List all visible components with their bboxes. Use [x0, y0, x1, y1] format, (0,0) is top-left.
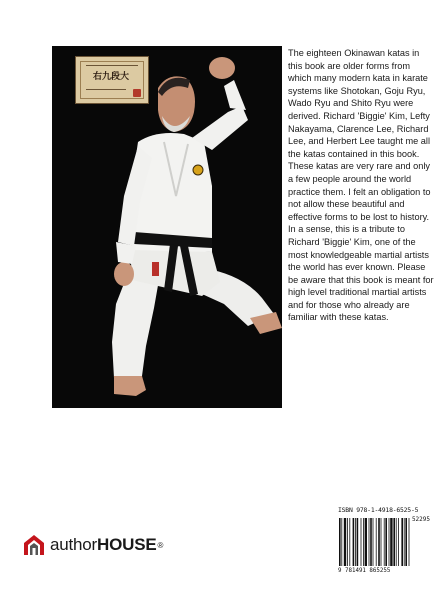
barcode-bar	[409, 518, 410, 566]
certificate-title: 右九段大	[92, 72, 129, 82]
cover-photo	[52, 46, 282, 408]
barcode-bar	[404, 518, 405, 566]
barcode-bar	[339, 518, 341, 566]
figure-belt-patch	[152, 262, 159, 276]
certificate-seal	[133, 89, 141, 97]
barcode-bar	[373, 518, 374, 566]
barcode-bar	[341, 518, 342, 566]
barcode-bar	[378, 518, 380, 566]
barcode-bar	[355, 518, 356, 566]
barcode-bar	[390, 518, 392, 566]
registered-trademark: ®	[157, 540, 164, 550]
barcode-bar	[385, 518, 387, 566]
barcode-bar	[344, 518, 346, 566]
price-code: 52295	[411, 516, 430, 523]
barcode-bar	[369, 518, 370, 566]
barcode-bar	[396, 518, 397, 566]
barcode-bar	[361, 518, 362, 566]
figure-right-forearm	[224, 80, 246, 110]
barcode	[338, 518, 430, 568]
barcode-bar	[353, 518, 355, 566]
back-cover-description: The eighteen Okinawan katas in this book are older forms from which many modern kata in karate systems like Shotokan, Goju Ryu, Wado Ryu and Shito Ryu were derived. Richard 'Biggie' Kim, Lefty Nakayama, Clarence Lee, Richard Lee, and Herbert Lee taught me all the katas contained in this book. These katas are very rare and only a few people around the world practice them. I felt an obligation to not allow these beautiful and effective forms to be lost to history. In a sense, this is a tribute to Richard 'Biggie' Kim, one of the most knowledgeable martial artists the world has ever known. Please be aware that this book is meant for high level traditional martial artists and for those who already are familiar with these katas.	[288, 48, 434, 323]
certificate-text-line	[86, 89, 126, 90]
barcode-bar	[381, 518, 382, 566]
barcode-bar	[363, 518, 364, 566]
publisher-logo	[22, 532, 163, 558]
barcode-bar	[349, 518, 350, 566]
figure-left-foot	[114, 376, 146, 396]
house-shield-icon	[22, 533, 46, 557]
barcode-bar	[398, 518, 399, 566]
barcode-bar	[357, 518, 359, 566]
figure-patch	[193, 165, 203, 175]
figure-left-fist	[114, 262, 134, 286]
barcode-bar	[405, 518, 407, 566]
publisher-name-author: author	[50, 535, 98, 554]
figure-right-fist	[209, 57, 235, 79]
barcode-bar	[384, 518, 385, 566]
barcode-bar	[376, 518, 377, 566]
barcode-bar	[401, 518, 403, 566]
publisher-name-house: HOUSE	[97, 535, 157, 554]
barcode-bar	[365, 518, 367, 566]
certificate-text-line	[86, 65, 138, 66]
isbn-barcode-block	[338, 506, 430, 578]
barcode-bar	[389, 518, 390, 566]
barcode-bar	[393, 518, 395, 566]
isbn-label: ISBN 978-1-4918-6525-5	[338, 506, 419, 514]
barcode-bar	[370, 518, 372, 566]
isbn-digits: 9 781491 865255	[338, 568, 391, 574]
framed-certificate	[75, 56, 149, 104]
barcode-bar	[347, 518, 348, 566]
